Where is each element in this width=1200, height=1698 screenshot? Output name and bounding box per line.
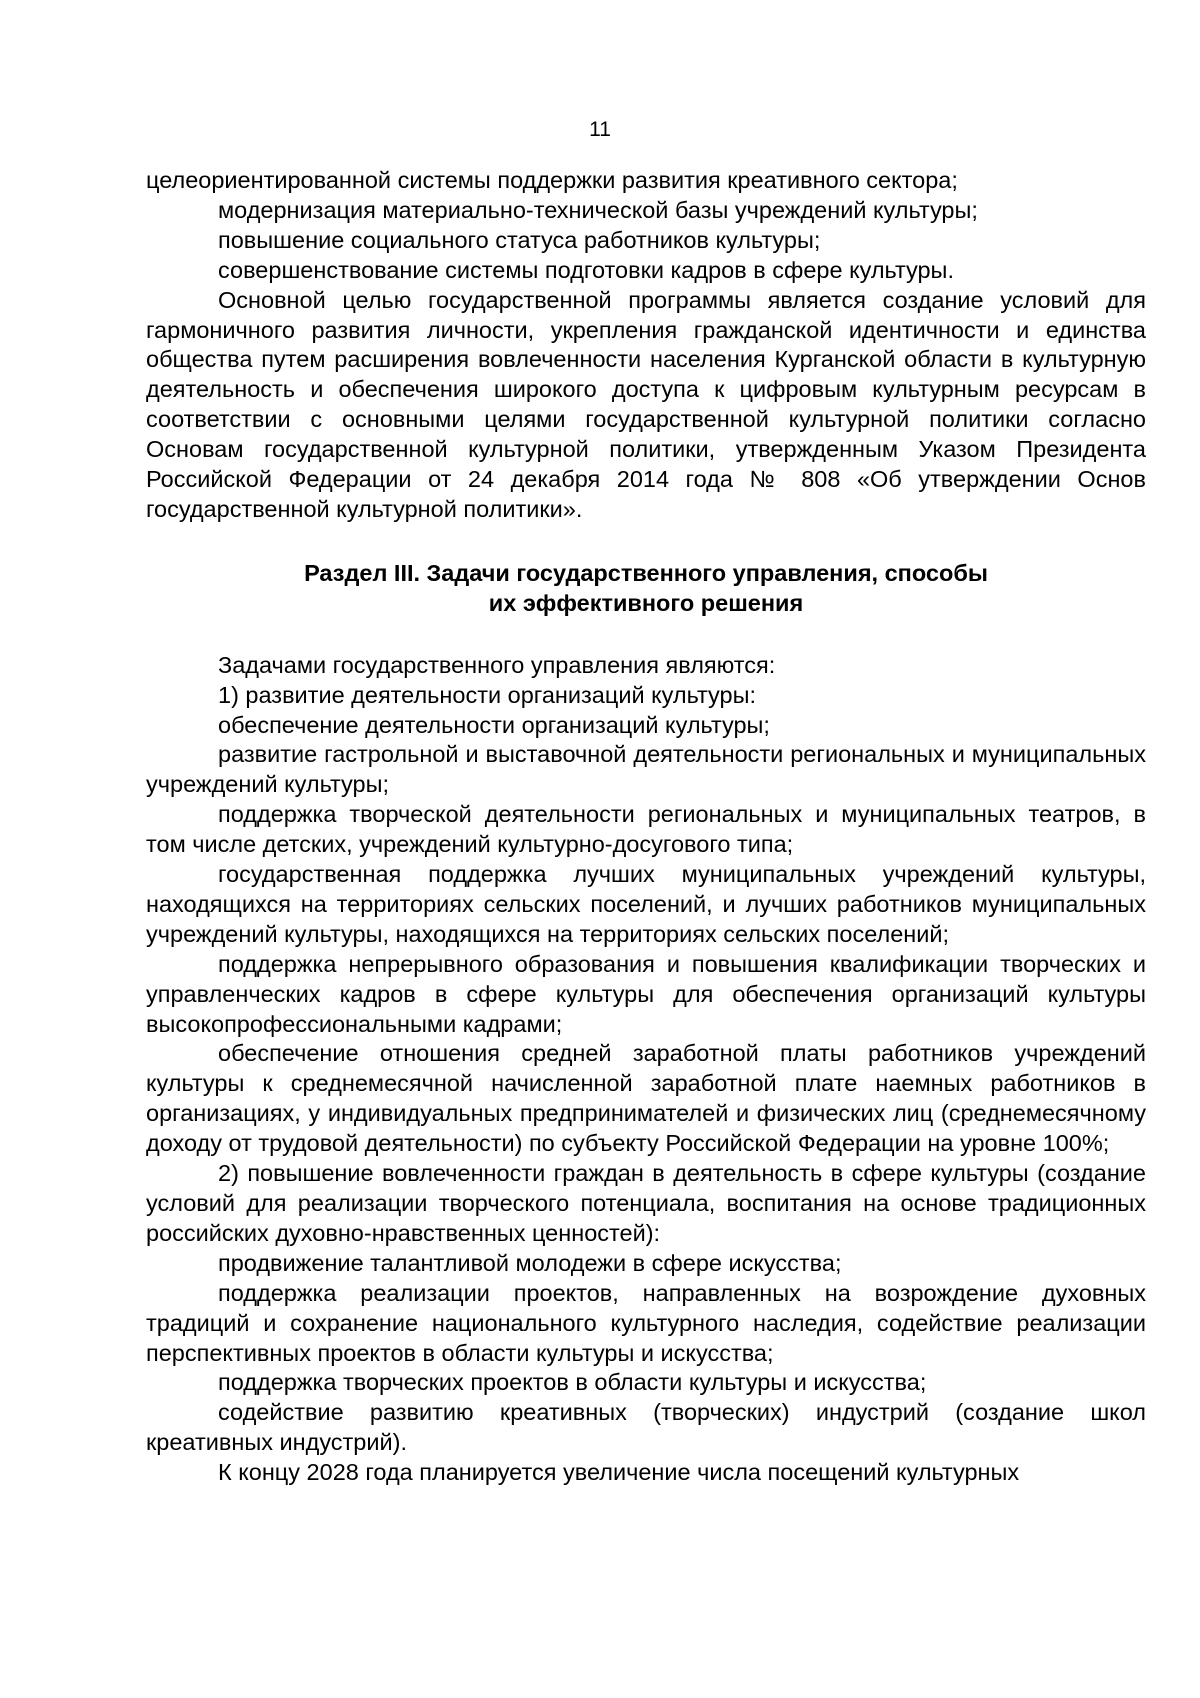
page-number: 11: [589, 118, 611, 141]
paragraph: содействие развитию креативных (творческих) индустрий (создание школ креативных индустрий).: [146, 1399, 1146, 1456]
document-body: [146, 166, 1146, 1488]
paragraph: 1) развитие деятельности организаций культуры:: [218, 681, 756, 708]
paragraph: повышение социального статуса работников культуры;: [218, 226, 821, 253]
paragraph: Задачами государственного управления являются:: [218, 651, 776, 678]
paragraph: 2) повышение вовлеченности граждан в деятельность в сфере культуры (создание условий для реализации творческого потенциала, воспитания на основе традиционных российских духовно-нравственных ценностей):: [146, 1160, 1146, 1246]
paragraph: поддержка творческих проектов в области культуры и искусства;: [218, 1369, 927, 1396]
paragraph: Основной целью государственной программы является создание условий для гармоничного развития личности, укрепления гражданской идентичности и единства общества путем расширения вовлеченности населения Курганской области в культурную деятельность и обеспечения широкого доступа к цифровым культурным ресурсам в соответствии с основными целями государственной культурной политики согласно Основам государственной культурной политики, утвержденным Указом Президента Российской Федерации от 24 декабря 2014 года № 808 «Об утверждении Основ государственной культурной политики».: [146, 286, 1146, 522]
paragraph: государственная поддержка лучших муниципальных учреждений культуры, находящихся на территориях сельских поселений, и лучших работников муниципальных учреждений культуры, находящихся на территориях сельских поселений;: [146, 861, 1146, 947]
section-heading-line2: их эффективного решения: [488, 589, 804, 616]
paragraph: поддержка непрерывного образования и повышения квалификации творческих и управленческих кадров в сфере культуры для обеспечения организаций культуры высокопрофессиональными кадрами;: [146, 950, 1146, 1037]
paragraph: поддержка творческой деятельности региональных и муниципальных театров, в том числе детских, учреждений культурно-досугового типа;: [146, 801, 1146, 858]
paragraph: продвижение талантливой молодежи в сфере искусства;: [218, 1249, 842, 1276]
section-heading-line1: Раздел III. Задачи государственного управления, способы: [304, 559, 988, 586]
paragraph: К концу 2028 года планируется увеличение числа посещений культурных: [218, 1459, 1020, 1486]
paragraph: развитие гастрольной и выставочной деятельности региональных и муниципальных учреждений культуры;: [146, 741, 1146, 798]
paragraph: обеспечение деятельности организаций культуры;: [218, 711, 770, 738]
paragraph: совершенствование системы подготовки кадров в сфере культуры.: [218, 256, 954, 283]
paragraph: целеориентированной системы поддержки развития креативного сектора;: [146, 167, 958, 193]
paragraph: обеспечение отношения средней заработной платы работников учреждений культуры к среднемесячной начисленной заработной плате наемных работников в организациях, у индивидуальных предпринимателей и физических лиц (среднемесячному доходу от трудовой деятельности) по субъекту Российской Федерации на уровне 100%;: [146, 1040, 1146, 1157]
paragraph: поддержка реализации проектов, направленных на возрождение духовных традиций и сохранение национального культурного наследия, содействие реализации перспективных проектов в области культуры и искусства;: [146, 1279, 1146, 1366]
paragraph: модернизация материально-технической базы учреждений культуры;: [218, 196, 978, 223]
section-heading: [146, 559, 1146, 619]
